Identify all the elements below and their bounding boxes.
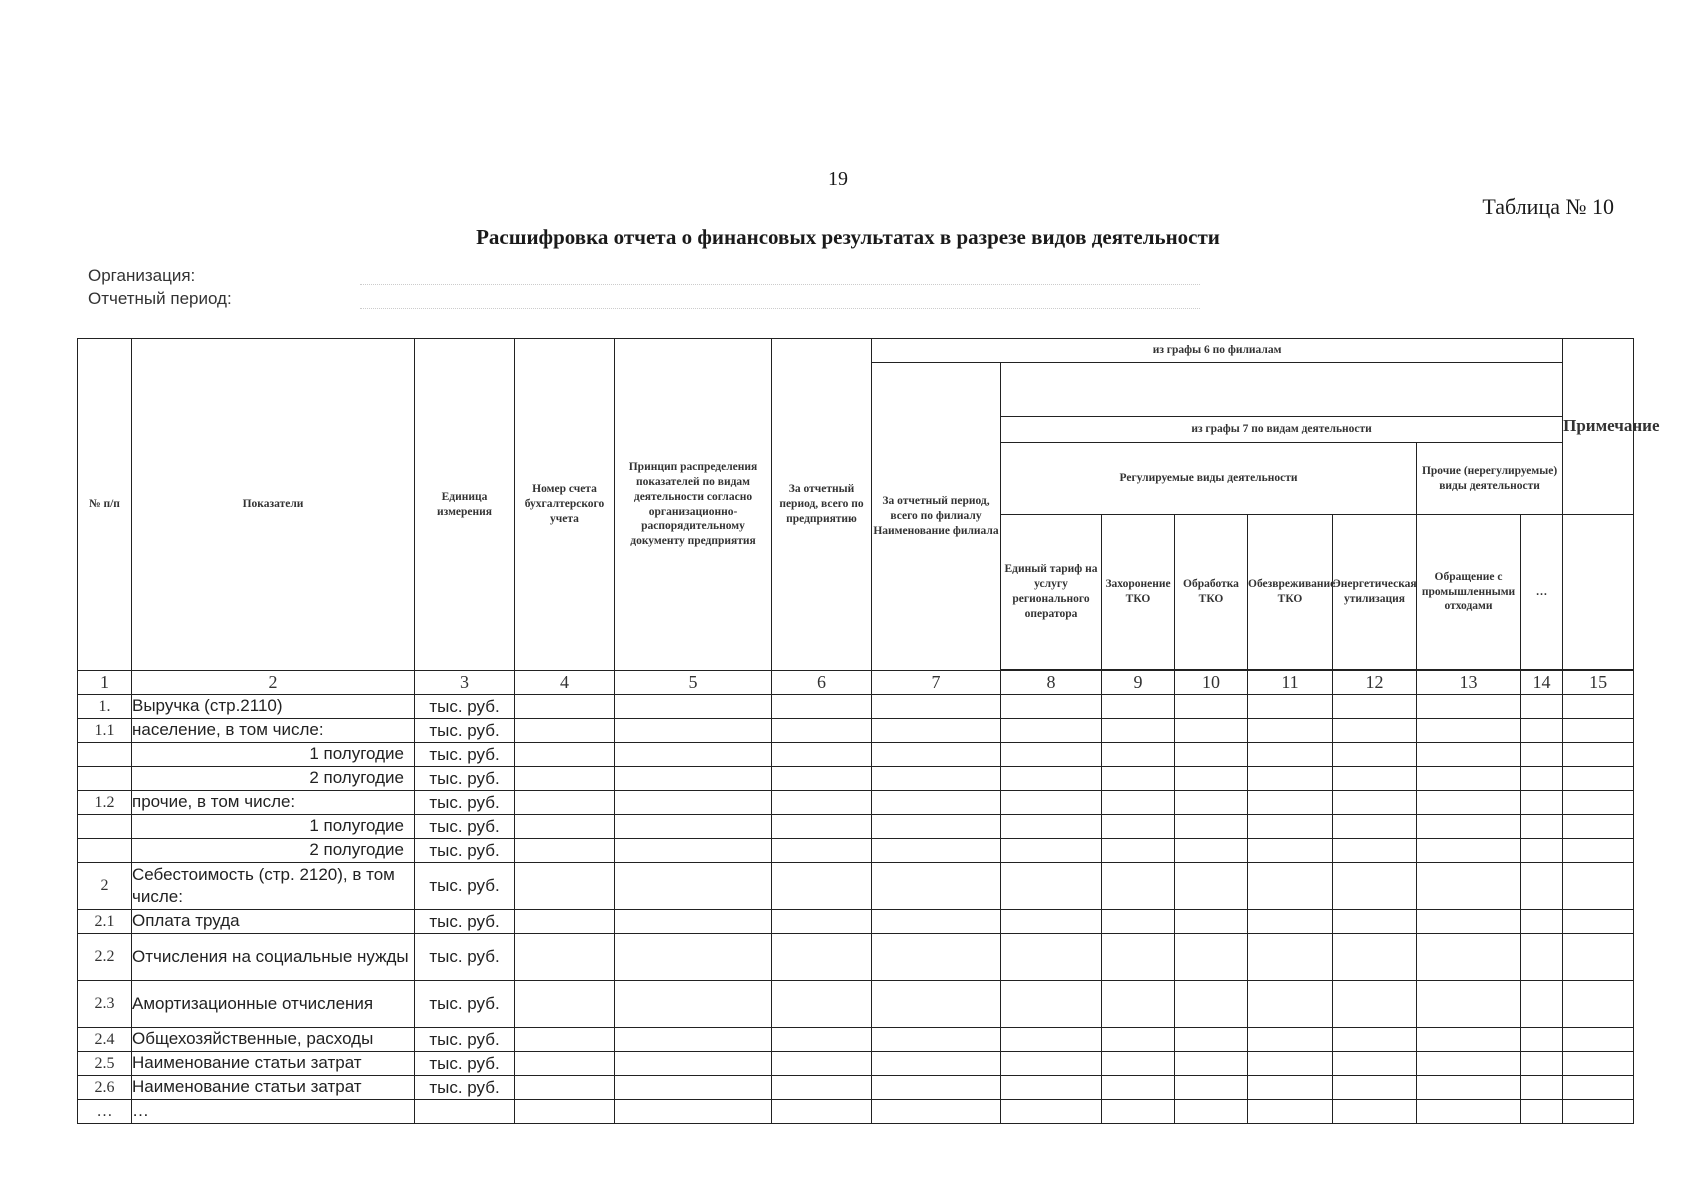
empty-cell[interactable] — [1333, 743, 1417, 767]
row-unit: тыс. руб. — [415, 743, 515, 767]
empty-cell[interactable] — [1248, 791, 1333, 815]
empty-cell[interactable] — [872, 1100, 1001, 1124]
empty-cell[interactable] — [1521, 1052, 1563, 1076]
row-unit: тыс. руб. — [415, 1052, 515, 1076]
empty-cell[interactable] — [615, 815, 772, 839]
empty-cell[interactable] — [1102, 1052, 1175, 1076]
empty-cell[interactable] — [1521, 839, 1563, 863]
empty-cell[interactable] — [1248, 743, 1333, 767]
empty-cell[interactable] — [1175, 1052, 1248, 1076]
column-number: 4 — [515, 671, 615, 695]
empty-cell[interactable] — [1333, 719, 1417, 743]
column-number: 6 — [772, 671, 872, 695]
empty-cell[interactable] — [1563, 839, 1634, 863]
empty-cell[interactable] — [615, 839, 772, 863]
empty-cell[interactable] — [1248, 1100, 1333, 1124]
empty-cell[interactable] — [1333, 981, 1417, 1028]
empty-cell[interactable] — [772, 910, 872, 934]
empty-cell[interactable] — [1563, 719, 1634, 743]
empty-cell[interactable] — [1333, 934, 1417, 981]
row-number: 2.1 — [78, 910, 132, 934]
empty-cell[interactable] — [1248, 695, 1333, 719]
header-industrial: Обращение с промышленными отходами — [1417, 515, 1521, 670]
row-number: 2.2 — [78, 934, 132, 981]
empty-cell[interactable] — [1248, 934, 1333, 981]
empty-cell[interactable] — [1001, 815, 1102, 839]
empty-cell[interactable] — [615, 981, 772, 1028]
empty-cell[interactable] — [1102, 981, 1175, 1028]
header-other: Прочие (нерегулируемые) виды деятельности — [1417, 443, 1563, 515]
empty-cell[interactable] — [772, 791, 872, 815]
empty-cell[interactable] — [1175, 1076, 1248, 1100]
header-period-total: За отчетный период, всего по предприятию — [772, 339, 872, 671]
empty-cell[interactable] — [1521, 767, 1563, 791]
empty-cell[interactable] — [772, 934, 872, 981]
empty-cell[interactable] — [1102, 743, 1175, 767]
empty-cell[interactable] — [1333, 815, 1417, 839]
empty-cell[interactable] — [615, 719, 772, 743]
empty-cell[interactable] — [1175, 1100, 1248, 1124]
document-title: Расшифровка отчета о финансовых результатах в разрезе видов деятельности — [476, 225, 1220, 249]
report-table — [77, 338, 1660, 1124]
empty-cell[interactable] — [1001, 743, 1102, 767]
empty-cell[interactable] — [1175, 910, 1248, 934]
empty-cell[interactable] — [1001, 719, 1102, 743]
header-note-blank — [1563, 515, 1634, 670]
empty-cell[interactable] — [1521, 743, 1563, 767]
column-number: 14 — [1521, 671, 1563, 695]
empty-cell[interactable] — [1175, 863, 1248, 910]
empty-cell[interactable] — [772, 1076, 872, 1100]
column-number: 7 — [872, 671, 1001, 695]
empty-cell[interactable] — [615, 1100, 772, 1124]
empty-cell[interactable] — [515, 910, 615, 934]
table-row — [78, 815, 1634, 839]
column-number: 13 — [1417, 671, 1521, 695]
table-row — [78, 839, 1634, 863]
empty-cell[interactable] — [1521, 1028, 1563, 1052]
empty-cell[interactable] — [515, 934, 615, 981]
empty-cell[interactable] — [1333, 1028, 1417, 1052]
column-number: 3 — [415, 671, 515, 695]
empty-cell[interactable] — [615, 695, 772, 719]
table-row — [78, 910, 1634, 934]
empty-cell[interactable] — [872, 767, 1001, 791]
empty-cell[interactable] — [772, 863, 872, 910]
table-row — [78, 1052, 1634, 1076]
empty-cell[interactable] — [872, 815, 1001, 839]
empty-cell[interactable] — [1417, 1100, 1521, 1124]
empty-cell[interactable] — [1102, 1028, 1175, 1052]
row-indicator: 2 полугодие — [132, 767, 415, 791]
empty-cell[interactable] — [772, 815, 872, 839]
empty-cell[interactable] — [1521, 981, 1563, 1028]
empty-cell[interactable] — [615, 910, 772, 934]
row-unit — [415, 1100, 515, 1124]
row-number: 2.5 — [78, 1052, 132, 1076]
row-unit: тыс. руб. — [415, 719, 515, 743]
empty-cell[interactable] — [872, 791, 1001, 815]
row-indicator: … — [132, 1100, 415, 1124]
row-indicator: 1 полугодие — [132, 815, 415, 839]
empty-cell[interactable] — [515, 767, 615, 791]
empty-cell[interactable] — [772, 839, 872, 863]
page-number: 19 — [828, 168, 848, 190]
empty-cell[interactable] — [515, 791, 615, 815]
column-number: 1 — [78, 671, 132, 695]
empty-cell[interactable] — [1001, 1028, 1102, 1052]
empty-cell[interactable] — [872, 981, 1001, 1028]
row-unit: тыс. руб. — [415, 695, 515, 719]
row-unit: тыс. руб. — [415, 1028, 515, 1052]
empty-cell[interactable] — [1102, 815, 1175, 839]
empty-cell[interactable] — [1102, 791, 1175, 815]
row-number — [78, 743, 132, 767]
column-number: 10 — [1175, 671, 1248, 695]
empty-cell[interactable] — [1521, 934, 1563, 981]
row-number: 2 — [78, 863, 132, 910]
header-indicators: Показатели — [132, 339, 415, 671]
empty-cell[interactable] — [1248, 863, 1333, 910]
empty-cell[interactable] — [872, 863, 1001, 910]
empty-cell[interactable] — [1417, 910, 1521, 934]
empty-cell[interactable] — [1248, 1076, 1333, 1100]
empty-cell[interactable] — [1521, 695, 1563, 719]
row-unit: тыс. руб. — [415, 1076, 515, 1100]
row-indicator: население, в том числе: — [132, 719, 415, 743]
empty-cell[interactable] — [1417, 791, 1521, 815]
empty-cell[interactable] — [615, 934, 772, 981]
empty-cell[interactable] — [1417, 934, 1521, 981]
empty-cell[interactable] — [1102, 863, 1175, 910]
row-unit: тыс. руб. — [415, 839, 515, 863]
empty-cell[interactable] — [872, 839, 1001, 863]
empty-cell[interactable] — [515, 815, 615, 839]
empty-cell[interactable] — [1333, 839, 1417, 863]
period-label: Отчетный период: — [88, 289, 232, 308]
empty-cell[interactable] — [1417, 1028, 1521, 1052]
header-by-branches: из графы 6 по филиалам — [872, 339, 1563, 363]
row-number — [78, 767, 132, 791]
empty-cell[interactable] — [1333, 1076, 1417, 1100]
table-row — [78, 1076, 1634, 1100]
empty-cell[interactable] — [1563, 791, 1634, 815]
empty-cell[interactable] — [1102, 695, 1175, 719]
table-label: Таблица № 10 — [1482, 194, 1614, 219]
row-number — [78, 815, 132, 839]
empty-cell[interactable] — [615, 1028, 772, 1052]
row-indicator: Наименование статьи затрат — [132, 1052, 415, 1076]
row-number: 1.1 — [78, 719, 132, 743]
empty-cell[interactable] — [1563, 1028, 1634, 1052]
empty-cell[interactable] — [515, 839, 615, 863]
table-row — [78, 695, 1634, 719]
row-number — [78, 839, 132, 863]
empty-cell[interactable] — [772, 719, 872, 743]
empty-cell[interactable] — [1248, 767, 1333, 791]
empty-cell[interactable] — [772, 1100, 872, 1124]
header-row-1 — [78, 339, 1634, 363]
empty-cell[interactable] — [1175, 815, 1248, 839]
empty-cell[interactable] — [1248, 910, 1333, 934]
empty-cell[interactable] — [1175, 1028, 1248, 1052]
row-indicator: 2 полугодие — [132, 839, 415, 863]
header-note: Примечание — [1563, 339, 1634, 515]
empty-cell[interactable] — [872, 1028, 1001, 1052]
empty-cell[interactable] — [1333, 910, 1417, 934]
empty-cell[interactable] — [1001, 1076, 1102, 1100]
row-unit: тыс. руб. — [415, 815, 515, 839]
row-indicator: 1 полугодие — [132, 743, 415, 767]
empty-cell[interactable] — [1521, 910, 1563, 934]
empty-cell[interactable] — [772, 695, 872, 719]
empty-cell[interactable] — [1563, 695, 1634, 719]
empty-cell[interactable] — [772, 1028, 872, 1052]
empty-cell[interactable] — [615, 1052, 772, 1076]
empty-cell[interactable] — [515, 863, 615, 910]
header-branch-total: За отчетный период, всего по филиалу Наименование филиала — [872, 363, 1001, 671]
row-number: … — [78, 1100, 132, 1124]
row-number: 2.6 — [78, 1076, 132, 1100]
header-regulated: Регулируемые виды деятельности — [1001, 443, 1417, 515]
row-number: 2.3 — [78, 981, 132, 1028]
empty-cell[interactable] — [1175, 981, 1248, 1028]
empty-cell[interactable] — [1175, 695, 1248, 719]
empty-cell[interactable] — [515, 1076, 615, 1100]
table-row — [78, 791, 1634, 815]
header-tariff: Единый тариф на услугу регионального оператора — [1001, 515, 1102, 670]
empty-cell[interactable] — [872, 695, 1001, 719]
row-indicator: Оплата труда — [132, 910, 415, 934]
column-number: 12 — [1333, 671, 1417, 695]
organization-fill-line — [360, 284, 1200, 285]
column-number: 2 — [132, 671, 415, 695]
row-unit: тыс. руб. — [415, 791, 515, 815]
header-account: Номер счета бухгалтерского учета — [515, 339, 615, 671]
empty-cell[interactable] — [1417, 695, 1521, 719]
empty-cell[interactable] — [772, 743, 872, 767]
empty-cell[interactable] — [1102, 839, 1175, 863]
row-indicator: Наименование статьи затрат — [132, 1076, 415, 1100]
table-row — [78, 1100, 1634, 1124]
empty-cell[interactable] — [615, 1076, 772, 1100]
empty-cell[interactable] — [515, 1100, 615, 1124]
empty-cell[interactable] — [1521, 791, 1563, 815]
empty-cell[interactable] — [1563, 743, 1634, 767]
empty-cell[interactable] — [615, 863, 772, 910]
table-row — [78, 934, 1634, 981]
empty-cell[interactable] — [1175, 934, 1248, 981]
organization-label: Организация: — [88, 266, 196, 285]
empty-cell[interactable] — [1102, 934, 1175, 981]
header-unit: Единица измерения — [415, 339, 515, 671]
empty-cell[interactable] — [1248, 839, 1333, 863]
header-energy: Энергетическая утилизация — [1333, 515, 1417, 670]
empty-cell[interactable] — [1333, 1052, 1417, 1076]
empty-cell[interactable] — [1102, 719, 1175, 743]
empty-cell[interactable] — [1563, 981, 1634, 1028]
empty-cell[interactable] — [1248, 815, 1333, 839]
empty-cell[interactable] — [1417, 719, 1521, 743]
table-row — [78, 981, 1634, 1028]
empty-cell[interactable] — [1175, 767, 1248, 791]
column-number: 8 — [1001, 671, 1102, 695]
empty-cell[interactable] — [872, 934, 1001, 981]
table-row — [78, 719, 1634, 743]
empty-cell[interactable] — [1563, 815, 1634, 839]
row-unit: тыс. руб. — [415, 863, 515, 910]
empty-cell[interactable] — [1333, 695, 1417, 719]
empty-cell[interactable] — [772, 767, 872, 791]
empty-cell[interactable] — [1563, 863, 1634, 910]
empty-cell[interactable] — [1333, 1100, 1417, 1124]
empty-cell[interactable] — [1001, 910, 1102, 934]
empty-cell[interactable] — [515, 719, 615, 743]
header-processing: Обработка ТКО — [1175, 515, 1248, 670]
header-no: № п/п — [78, 339, 132, 671]
empty-cell[interactable] — [1333, 791, 1417, 815]
row-unit: тыс. руб. — [415, 767, 515, 791]
row-unit: тыс. руб. — [415, 910, 515, 934]
empty-cell[interactable] — [1001, 1052, 1102, 1076]
empty-cell[interactable] — [1417, 767, 1521, 791]
empty-cell[interactable] — [1001, 839, 1102, 863]
empty-cell[interactable] — [1333, 767, 1417, 791]
row-number: 2.4 — [78, 1028, 132, 1052]
empty-cell[interactable] — [1001, 695, 1102, 719]
empty-cell[interactable] — [1001, 791, 1102, 815]
empty-cell[interactable] — [872, 1052, 1001, 1076]
empty-cell[interactable] — [1417, 815, 1521, 839]
empty-cell[interactable] — [772, 981, 872, 1028]
empty-cell[interactable] — [1521, 815, 1563, 839]
empty-cell[interactable] — [1175, 839, 1248, 863]
empty-cell[interactable] — [1563, 1100, 1634, 1124]
empty-cell[interactable] — [1248, 1052, 1333, 1076]
empty-cell[interactable] — [1563, 767, 1634, 791]
table-row — [78, 863, 1634, 910]
header-ellipsis: … — [1521, 515, 1563, 670]
empty-cell[interactable] — [1417, 1076, 1521, 1100]
row-indicator: прочие, в том числе: — [132, 791, 415, 815]
empty-cell[interactable] — [615, 767, 772, 791]
empty-cell[interactable] — [1417, 981, 1521, 1028]
empty-cell[interactable] — [615, 743, 772, 767]
header-burial: Захоронение ТКО — [1102, 515, 1175, 670]
empty-cell[interactable] — [1563, 910, 1634, 934]
empty-cell[interactable] — [1102, 1076, 1175, 1100]
empty-cell[interactable] — [1417, 1052, 1521, 1076]
row-indicator: Себестоимость (стр. 2120), в том числе: — [132, 863, 415, 910]
empty-cell[interactable] — [515, 695, 615, 719]
table-row — [78, 743, 1634, 767]
empty-cell[interactable] — [1248, 981, 1333, 1028]
row-number: 1.2 — [78, 791, 132, 815]
empty-cell[interactable] — [515, 1028, 615, 1052]
row-unit: тыс. руб. — [415, 981, 515, 1028]
period-fill-line — [360, 308, 1200, 309]
empty-cell[interactable] — [872, 910, 1001, 934]
empty-cell[interactable] — [515, 981, 615, 1028]
empty-cell[interactable] — [872, 1076, 1001, 1100]
empty-cell[interactable] — [1521, 1100, 1563, 1124]
empty-cell[interactable] — [615, 791, 772, 815]
empty-cell[interactable] — [1563, 1076, 1634, 1100]
table-row — [78, 1028, 1634, 1052]
empty-cell[interactable] — [1248, 719, 1333, 743]
empty-cell[interactable] — [1001, 863, 1102, 910]
empty-cell[interactable] — [1417, 839, 1521, 863]
empty-cell[interactable] — [1001, 1100, 1102, 1124]
empty-cell[interactable] — [1333, 863, 1417, 910]
row-indicator: Амортизационные отчисления — [132, 981, 415, 1028]
empty-cell[interactable] — [1175, 791, 1248, 815]
row-unit: тыс. руб. — [415, 934, 515, 981]
header-by-activity: из графы 7 по видам деятельности — [1001, 417, 1563, 443]
header-branch-blank — [1001, 363, 1563, 417]
empty-cell[interactable] — [515, 743, 615, 767]
empty-cell[interactable] — [1001, 767, 1102, 791]
empty-cell[interactable] — [1175, 743, 1248, 767]
row-indicator: Отчисления на социальные нужды — [132, 934, 415, 981]
column-number: 15 — [1563, 671, 1634, 695]
column-number: 11 — [1248, 671, 1333, 695]
empty-cell[interactable] — [1417, 743, 1521, 767]
header-principle: Принцип распределения показателей по видам деятельности согласно организационно-распорядительному документу предприятия — [615, 339, 772, 671]
empty-cell[interactable] — [1417, 863, 1521, 910]
empty-cell[interactable] — [1521, 719, 1563, 743]
empty-cell[interactable] — [1563, 1052, 1634, 1076]
empty-cell[interactable] — [1521, 1076, 1563, 1100]
column-number: 5 — [615, 671, 772, 695]
empty-cell[interactable] — [1563, 934, 1634, 981]
table-row — [78, 767, 1634, 791]
data-rows — [78, 695, 1634, 1124]
header-neutralization: Обезвреживание ТКО — [1248, 515, 1333, 670]
empty-cell[interactable] — [872, 719, 1001, 743]
empty-cell[interactable] — [1001, 934, 1102, 981]
empty-cell[interactable] — [1175, 719, 1248, 743]
row-indicator: Выручка (стр.2110) — [132, 695, 415, 719]
empty-cell[interactable] — [1102, 767, 1175, 791]
empty-cell[interactable] — [1521, 863, 1563, 910]
column-number: 9 — [1102, 671, 1175, 695]
empty-cell[interactable] — [772, 1052, 872, 1076]
empty-cell[interactable] — [1102, 910, 1175, 934]
row-indicator: Общехозяйственные, расходы — [132, 1028, 415, 1052]
column-number-row — [78, 671, 1634, 695]
empty-cell[interactable] — [1102, 1100, 1175, 1124]
empty-cell[interactable] — [872, 743, 1001, 767]
row-number: 1. — [78, 695, 132, 719]
empty-cell[interactable] — [1248, 1028, 1333, 1052]
empty-cell[interactable] — [515, 1052, 615, 1076]
empty-cell[interactable] — [1001, 981, 1102, 1028]
